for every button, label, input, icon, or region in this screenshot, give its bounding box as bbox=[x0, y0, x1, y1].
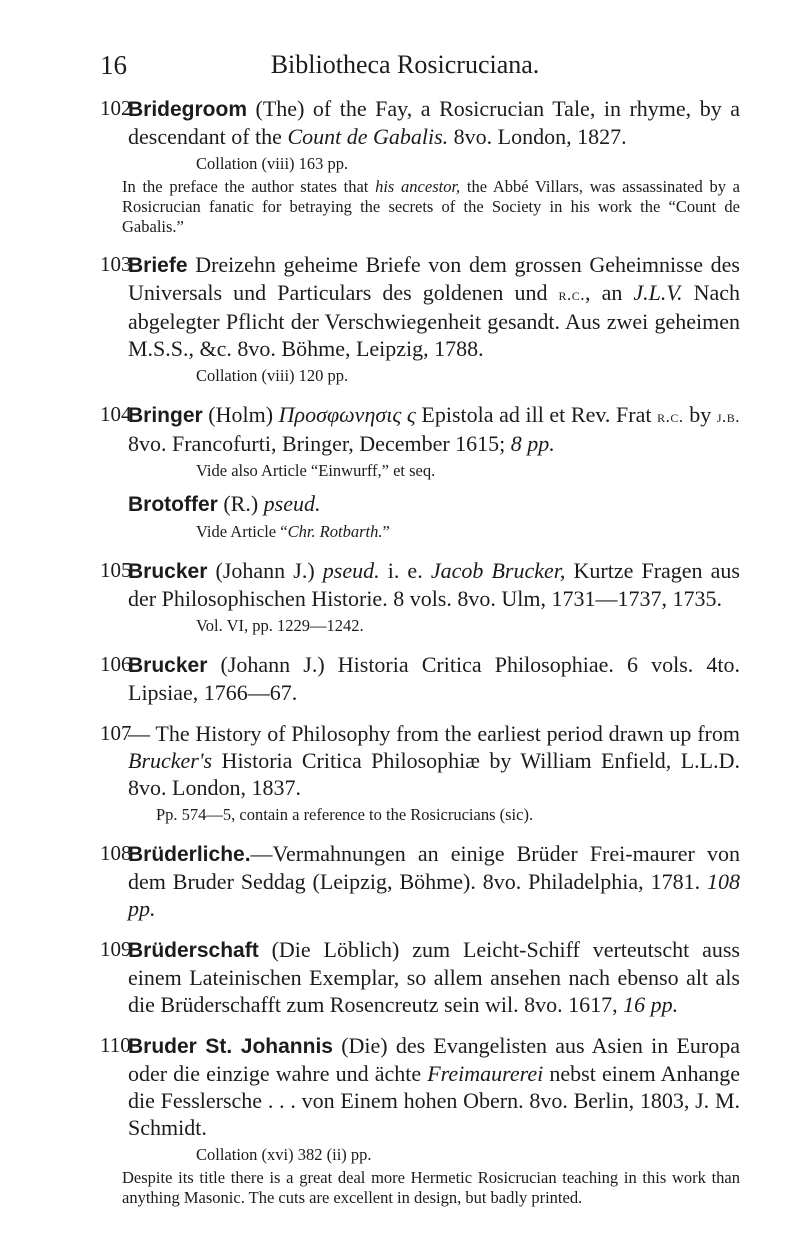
entry-keyword: Brüderliche. bbox=[128, 843, 251, 866]
entry-italic: pseud. bbox=[263, 491, 321, 516]
entry-keyword: Briefe bbox=[128, 254, 188, 277]
entry-text-part: 8vo. Francofurti, Bringer, December 1615; bbox=[128, 431, 511, 456]
catalogue-entry bbox=[100, 557, 740, 637]
entry-collation: Pp. 574—5, contain a reference to the Rosicrucians (sic). bbox=[156, 805, 534, 824]
entry-keyword: Bruder St. Johannis bbox=[128, 1035, 333, 1058]
entry-small-caps: j.b. bbox=[716, 407, 740, 426]
entry-keyword: Brucker bbox=[128, 654, 208, 677]
catalogue-entry bbox=[100, 936, 740, 1018]
entry-text-part: (R.) bbox=[217, 491, 264, 516]
entry-italic: J.L.V. bbox=[633, 280, 683, 305]
entry-number: 103 bbox=[100, 252, 132, 276]
catalogue-entry bbox=[100, 251, 740, 387]
entry-text bbox=[128, 251, 740, 362]
collation-text-part: ” bbox=[382, 522, 390, 541]
entry-text-part: nebst einem Anhange die Fesslersche . . . von Einem hohen Obern. 8vo. Berlin, 1803, J. M. Schmidt. bbox=[128, 1061, 740, 1140]
entry-text-part: (Johann J.) Historia Critica Philosophiae. 6 vols. 4to. Lipsiae, 1766—67. bbox=[128, 652, 740, 705]
entry-text-part: by bbox=[683, 402, 717, 427]
collation-italic: Chr. Rotbarth. bbox=[287, 522, 383, 541]
entry-text-part: — The History of Philosophy from the earliest period drawn up from bbox=[128, 721, 740, 746]
catalogue-entry bbox=[100, 840, 740, 922]
entry-keyword: Bridegroom bbox=[128, 98, 248, 121]
entry-number: 108 bbox=[100, 841, 132, 865]
entry-greek: Προσφωνησις ς bbox=[278, 402, 416, 427]
catalogue-entry bbox=[100, 651, 740, 706]
entry-number: 110 bbox=[100, 1033, 131, 1057]
entry-number: 107 bbox=[100, 721, 132, 745]
entry-number: 109 bbox=[100, 937, 132, 961]
entry-text-part: i. e. bbox=[379, 558, 431, 583]
entry-italic: Count de Gabalis. bbox=[287, 124, 449, 149]
entry-keyword: Bringer bbox=[128, 404, 203, 427]
note-text-part: the Abbé Villars, was assassinated by a Rosicrucian fanatic for betraying the secrets of the Society in his work the “Count de Gabalis.” bbox=[122, 177, 740, 236]
entry-text bbox=[128, 1032, 740, 1141]
entry-italic: 16 pp. bbox=[623, 992, 679, 1017]
catalogue-entry bbox=[100, 720, 740, 826]
catalogue-entries bbox=[100, 95, 740, 1222]
entry-italic: pseud. bbox=[322, 558, 380, 583]
entry-italic: 8 pp. bbox=[510, 431, 555, 456]
entry-text-part: (The) of the Fay, a Rosicrucian Tale, in rhyme, by a descendant of the bbox=[128, 96, 740, 149]
entry-text-part: (Holm) bbox=[202, 402, 279, 427]
entry-collation: Collation (viii) 163 pp. bbox=[196, 154, 349, 173]
entry-number: 102 bbox=[100, 96, 132, 120]
entry-italic: 108 pp. bbox=[128, 869, 740, 921]
entry-collation: Vide also Article “Einwurff,” et seq. bbox=[196, 461, 436, 480]
entry-text-part: , an bbox=[585, 280, 634, 305]
entry-text-part: Nach abgelegter Pflicht der Verschwiegenheit gesandt. Aus zwei geheimen M.S.S., &c. 8vo. Böhme, Leipzig, 1788. bbox=[128, 280, 741, 361]
entry-text-part: —Vermahnungen an einige Brüder Frei-maurer von dem Bruder Seddag (Leipzig, Böhme). 8vo. Philadelphia, 1781. bbox=[128, 841, 740, 894]
page-number: 16 bbox=[100, 50, 127, 80]
entry-collation: Collation (viii) 120 pp. bbox=[196, 366, 349, 385]
entry-italic: Freimaurerei bbox=[427, 1061, 544, 1086]
entry-text-part: Historia Critica Philosophiæ by William Enfield, L.L.D. 8vo. London, 1837. bbox=[128, 748, 740, 800]
catalogue-entry bbox=[100, 401, 740, 482]
entry-text-part: (Die) des Evangelisten aus Asien in Europa oder die einzige wahre und ächte bbox=[128, 1033, 740, 1086]
entry-note bbox=[122, 177, 740, 237]
note-text-part: In the preface the author states that bbox=[122, 177, 376, 196]
entry-number: 106 bbox=[100, 652, 132, 676]
entry-keyword: Brüderschaft bbox=[128, 939, 259, 962]
collation-text-part: Vide Article “ bbox=[196, 522, 288, 541]
entry-text bbox=[128, 936, 740, 1018]
entry-text bbox=[128, 95, 740, 150]
entry-text bbox=[128, 490, 740, 518]
catalogue-entry bbox=[100, 490, 740, 543]
note-italic: his ancestor, bbox=[375, 177, 461, 196]
entry-keyword: Brotoffer bbox=[128, 493, 218, 516]
entry-italic: Jacob Brucker, bbox=[430, 558, 566, 583]
entry-small-caps: r.c. bbox=[657, 407, 684, 426]
entry-text bbox=[128, 720, 740, 801]
entry-text bbox=[128, 401, 740, 457]
entry-note: Despite its title there is a great deal more Hermetic Rosicrucian teaching in this work than anything Masonic. The cuts are excellent in design, but badly printed. bbox=[122, 1168, 740, 1207]
running-title: Bibliotheca Rosicruciana. bbox=[270, 50, 540, 79]
entry-text-part: Epistola ad ill et Rev. Frat bbox=[415, 402, 658, 427]
catalogue-entry bbox=[100, 1032, 740, 1208]
entry-text bbox=[128, 651, 740, 706]
entry-text-part: Dreizehn geheime Briefe von dem grossen Geheimnisse des Universals und Particulars des goldenen und bbox=[128, 252, 740, 305]
entry-text-part: (Die Löblich) zum Leicht-Schiff verteutscht auss einem Lateinischen Exemplar, so allem ansehen nach ebenso alt als die Brüderschafft zum Rosencreutz sein wil. 8vo. 1617, bbox=[128, 937, 740, 1017]
entry-small-caps: r.c. bbox=[558, 285, 586, 304]
entry-keyword: Brucker bbox=[128, 560, 208, 583]
entry-number: 104 bbox=[100, 402, 132, 426]
entry-collation bbox=[128, 521, 740, 543]
entry-text bbox=[128, 840, 740, 922]
catalogue-entry bbox=[100, 95, 740, 237]
entry-collation: Collation (xvi) 382 (ii) pp. bbox=[196, 1145, 372, 1164]
entry-italic: Brucker's bbox=[128, 748, 213, 773]
page-header bbox=[100, 50, 710, 86]
entry-number: 105 bbox=[100, 558, 132, 582]
entry-text-part: Kurtze Fragen aus der Philosophischen Historie. 8 vols. 8vo. Ulm, 1731—1737, 1735. bbox=[128, 558, 740, 611]
entry-text-part: 8vo. London, 1827. bbox=[448, 124, 627, 149]
entry-text-part: (Johann J.) bbox=[207, 558, 323, 583]
entry-text bbox=[128, 557, 740, 612]
entry-collation: Vol. VI, pp. 1229—1242. bbox=[196, 616, 364, 635]
